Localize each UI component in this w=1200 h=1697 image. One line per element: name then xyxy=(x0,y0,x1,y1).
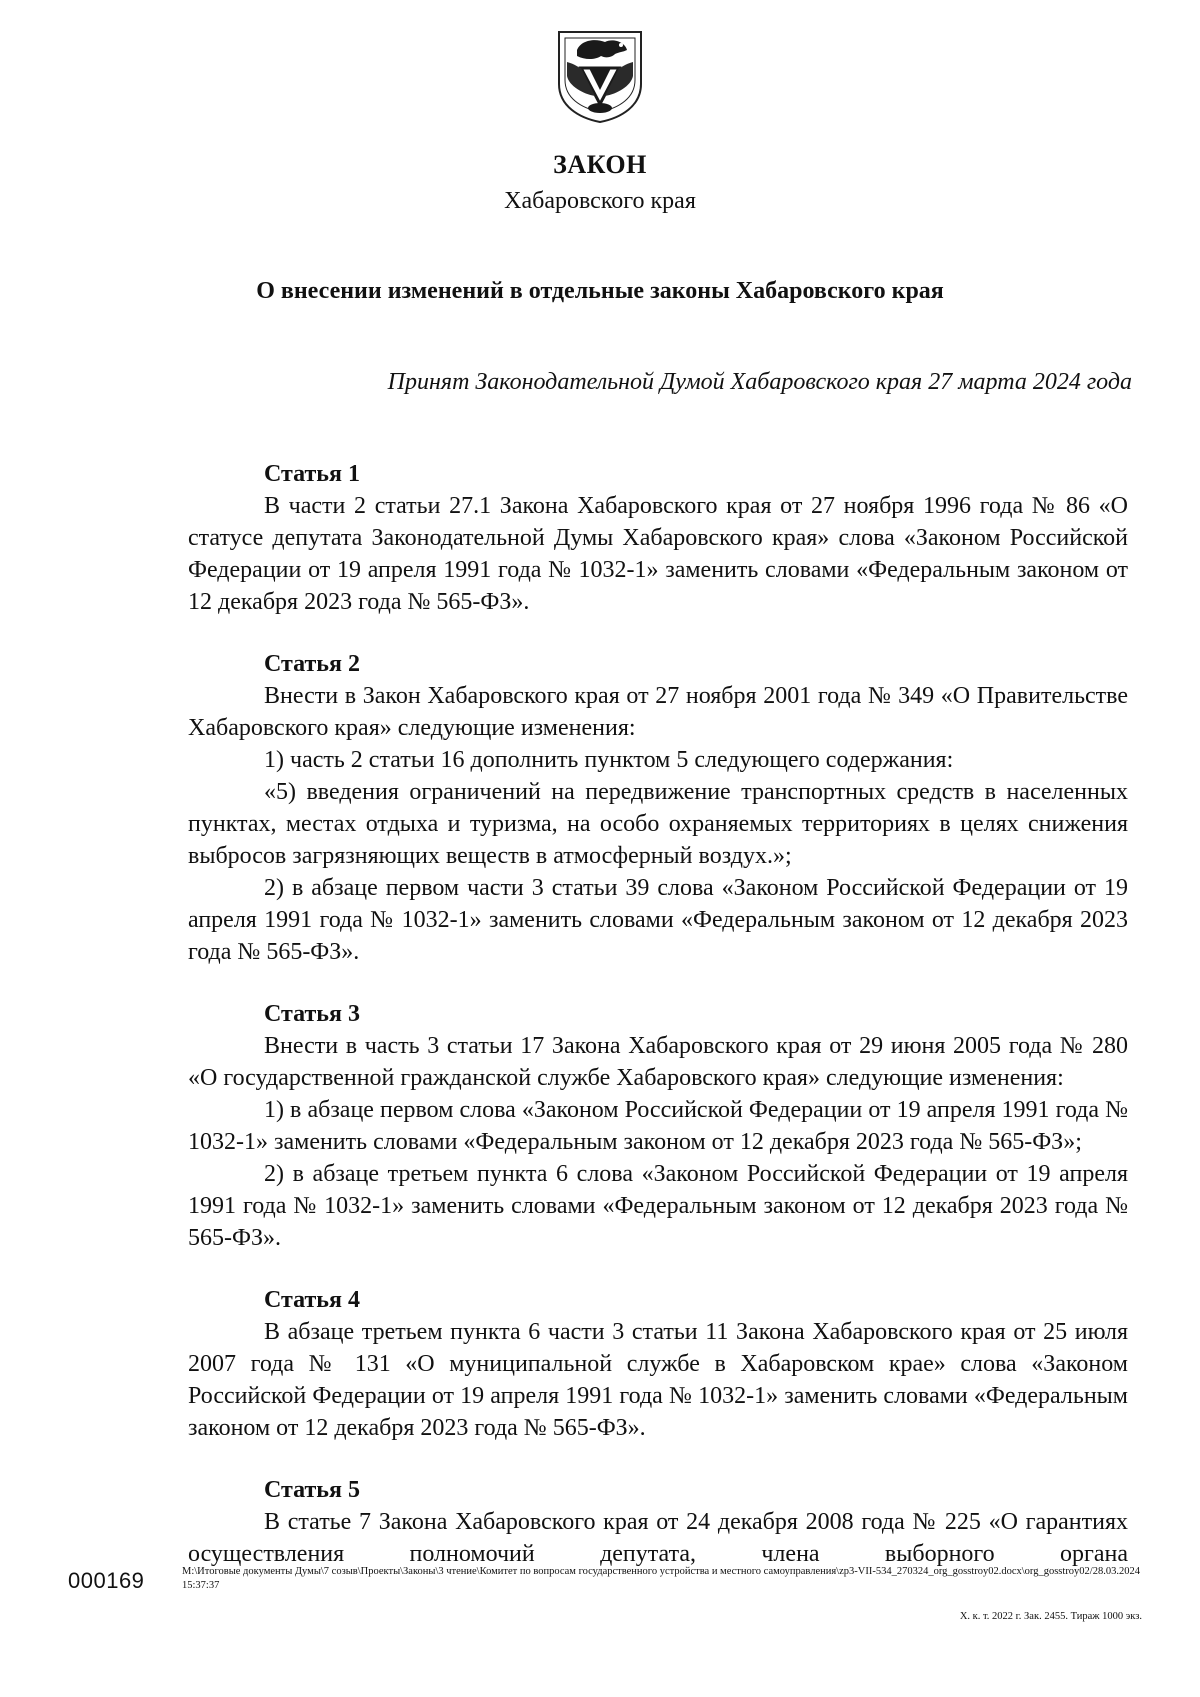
document-subtitle: Хабаровского края xyxy=(504,188,696,214)
khabarovsk-coat-of-arms-icon xyxy=(555,28,645,124)
document-number: 000169 xyxy=(68,1568,145,1593)
article-heading: Статья 2 xyxy=(264,651,360,677)
article-paragraph: Внести в часть 3 статьи 17 Закона Хабаровского края от 29 июня 2005 года № 280 «О государственной гражданской службе Хабаровского края» следующие изменения: xyxy=(188,1033,1128,1091)
article-paragraph: В статье 7 Закона Хабаровского края от 24 декабря 2008 года № 225 «О гарантиях осуществления полномочий депутата, члена выборного органа xyxy=(188,1509,1128,1567)
article-paragraph: 1) часть 2 статьи 16 дополнить пунктом 5 следующего содержания: xyxy=(264,747,954,773)
article-5 xyxy=(188,1474,1128,1570)
article-paragraph: В абзаце третьем пункта 6 части 3 статьи 11 Закона Хабаровского края от 25 июля 2007 года № 131 «О муниципальной службе в Хабаровском крае» слова «Законом Российской Федерации от 19 апреля 1991 года № 1032-1» заменить словами «Федеральным законом от 12 декабря 2023 года № 565-ФЗ». xyxy=(188,1319,1128,1441)
article-heading: Статья 3 xyxy=(264,1001,360,1027)
article-heading: Статья 4 xyxy=(264,1287,360,1313)
article-paragraph: 1) в абзаце первом слова «Законом Российской Федерации от 19 апреля 1991 года № 1032-1» заменить словами «Федеральным законом от 12 декабря 2023 года № 565-ФЗ»; xyxy=(188,1097,1128,1155)
article-1 xyxy=(188,458,1128,618)
article-paragraph: «5) введения ограничений на передвижение транспортных средств в населенных пунктах, местах отдыха и туризма, на особо охраняемых территориях в целях снижения выбросов загрязняющих веществ в атмосферный воздух.»; xyxy=(188,779,1128,869)
print-info: Х. к. т. 2022 г. Зак. 2455. Тираж 1000 экз. xyxy=(959,1611,1142,1622)
article-paragraph: 2) в абзаце третьем пункта 6 слова «Законом Российской Федерации от 19 апреля 1991 года № 1032-1» заменить словами «Федеральным законом от 12 декабря 2023 года № 565-ФЗ». xyxy=(188,1161,1128,1251)
article-3 xyxy=(188,998,1128,1254)
adoption-note: Принят Законодательной Думой Хабаровского края 27 марта 2024 года xyxy=(387,369,1132,395)
article-paragraph: Внести в Закон Хабаровского края от 27 ноября 2001 года № 349 «О Правительстве Хабаровского края» следующие изменения: xyxy=(188,683,1128,741)
law-name: О внесении изменений в отдельные законы Хабаровского края xyxy=(256,278,944,304)
article-heading: Статья 5 xyxy=(264,1477,360,1503)
article-4 xyxy=(188,1284,1128,1444)
article-paragraph: 2) в абзаце первом части 3 статьи 39 слова «Законом Российской Федерации от 19 апреля 1991 года № 1032-1» заменить словами «Федеральным законом от 12 декабря 2023 года № 565-ФЗ». xyxy=(188,875,1128,965)
article-2 xyxy=(188,648,1128,968)
document-title: ЗАКОН xyxy=(553,150,647,179)
article-heading: Статья 1 xyxy=(264,461,360,487)
article-paragraph: В части 2 статьи 27.1 Закона Хабаровского края от 27 ноября 1996 года № 86 «О статусе депутата Законодательной Думы Хабаровского края» слова «Законом Российской Федерации от 19 апреля 1991 года № 1032-1» заменить словами «Федеральным законом от 12 декабря 2023 года № 565-ФЗ». xyxy=(188,493,1128,615)
document-body xyxy=(188,458,1128,1600)
file-path-note: М:\Итоговые документы Думы\7 созыв\Проекты\Законы\3 чтение\Комитет по вопросам государственного устройства и местного самоуправления\zp3-VII-534_270324_org_gosstroy02.docx\org_gosstroy02/28.03.2024 15:37:37 xyxy=(182,1566,1140,1591)
